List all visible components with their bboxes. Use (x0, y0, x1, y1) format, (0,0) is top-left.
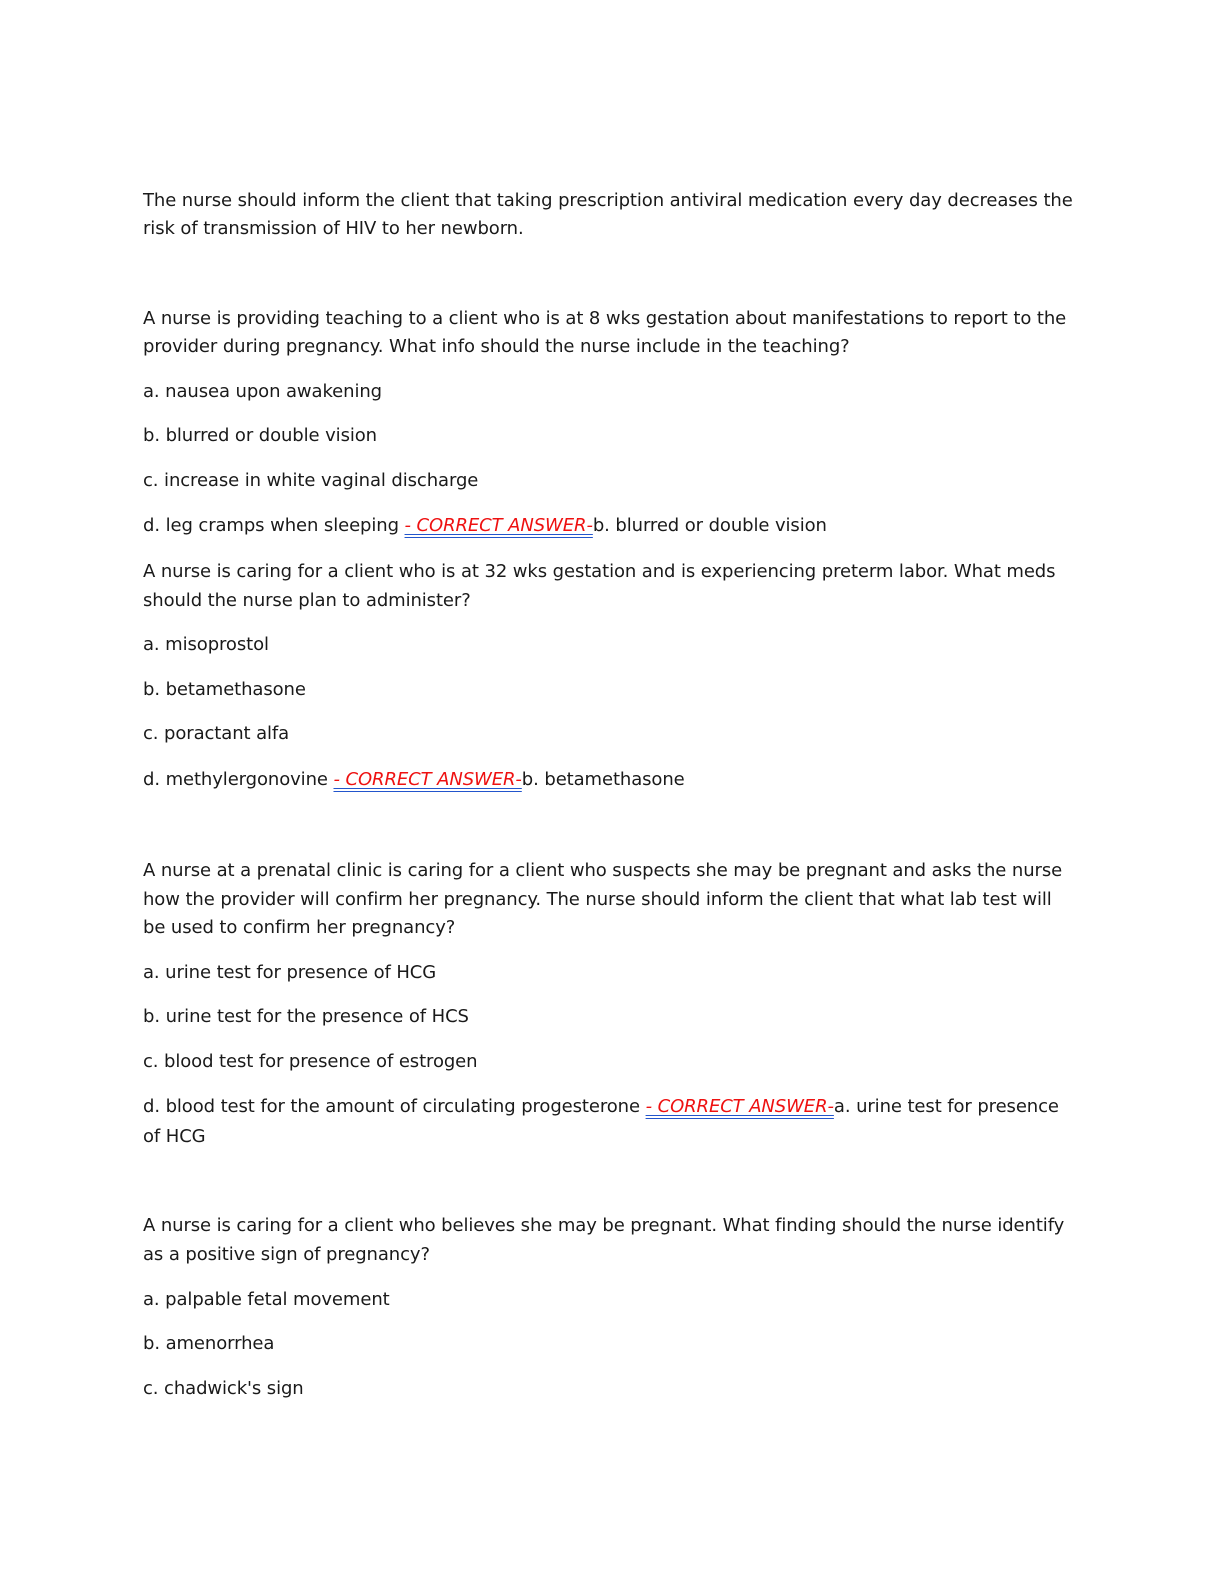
intro-text-line: risk of transmission of HIV to her newborn. (143, 218, 524, 239)
question-stem-line: be used to confirm her pregnancy? (143, 917, 456, 938)
question-stem-line: A nurse is caring for a client who is at 32 wks gestation and is experiencing preterm labor. What meds (143, 561, 1056, 582)
correct-answer-marker: - CORRECT ANSWER- (333, 769, 522, 790)
option-c: c. chadwick's sign (143, 1378, 304, 1399)
correct-answer-marker: - CORRECT ANSWER- (404, 515, 593, 536)
option-a: a. nausea upon awakening (143, 381, 382, 402)
correct-answer: a. urine test for presence (833, 1096, 1059, 1117)
option-a: a. urine test for presence of HCG (143, 962, 437, 983)
option-d-with-answer (143, 766, 1083, 794)
option-d: d. methylergonovine (143, 769, 334, 790)
option-c: c. increase in white vaginal discharge (143, 470, 479, 491)
question-stem-line: A nurse at a prenatal clinic is caring for a client who suspects she may be pregnant and asks the nurse (143, 860, 1063, 881)
option-c: c. poractant alfa (143, 723, 290, 744)
intro-text-line: The nurse should inform the client that taking prescription antiviral medication every day decreases the (143, 190, 1073, 211)
option-a: a. palpable fetal movement (143, 1289, 390, 1310)
question-stem-line: A nurse is providing teaching to a client who is at 8 wks gestation about manifestations to report to the (143, 308, 1067, 329)
option-b: b. blurred or double vision (143, 425, 377, 446)
option-a: a. misoprostol (143, 634, 269, 655)
option-d-with-answer (143, 1093, 1083, 1121)
option-b: b. amenorrhea (143, 1333, 275, 1354)
correct-answer-marker: - CORRECT ANSWER- (645, 1096, 834, 1117)
option-d: d. blood test for the amount of circulating progesterone (143, 1096, 646, 1117)
option-d: d. leg cramps when sleeping (143, 515, 405, 536)
option-b: b. urine test for the presence of HCS (143, 1006, 469, 1027)
option-b: b. betamethasone (143, 679, 306, 700)
question-stem-line: provider during pregnancy. What info should the nurse include in the teaching? (143, 336, 850, 357)
correct-answer: b. blurred or double vision (592, 515, 827, 536)
question-stem-line: A nurse is caring for a client who believes she may be pregnant. What finding should the nurse identify (143, 1215, 1065, 1236)
correct-answer: b. betamethasone (521, 769, 685, 790)
question-stem-line: as a positive sign of pregnancy? (143, 1244, 430, 1265)
option-d-with-answer (143, 512, 1083, 540)
option-c: c. blood test for presence of estrogen (143, 1051, 478, 1072)
question-stem-line: should the nurse plan to administer? (143, 590, 471, 611)
correct-answer-continued: of HCG (143, 1126, 206, 1147)
question-stem-line: how the provider will confirm her pregnancy. The nurse should inform the client that what lab test will (143, 889, 1052, 910)
